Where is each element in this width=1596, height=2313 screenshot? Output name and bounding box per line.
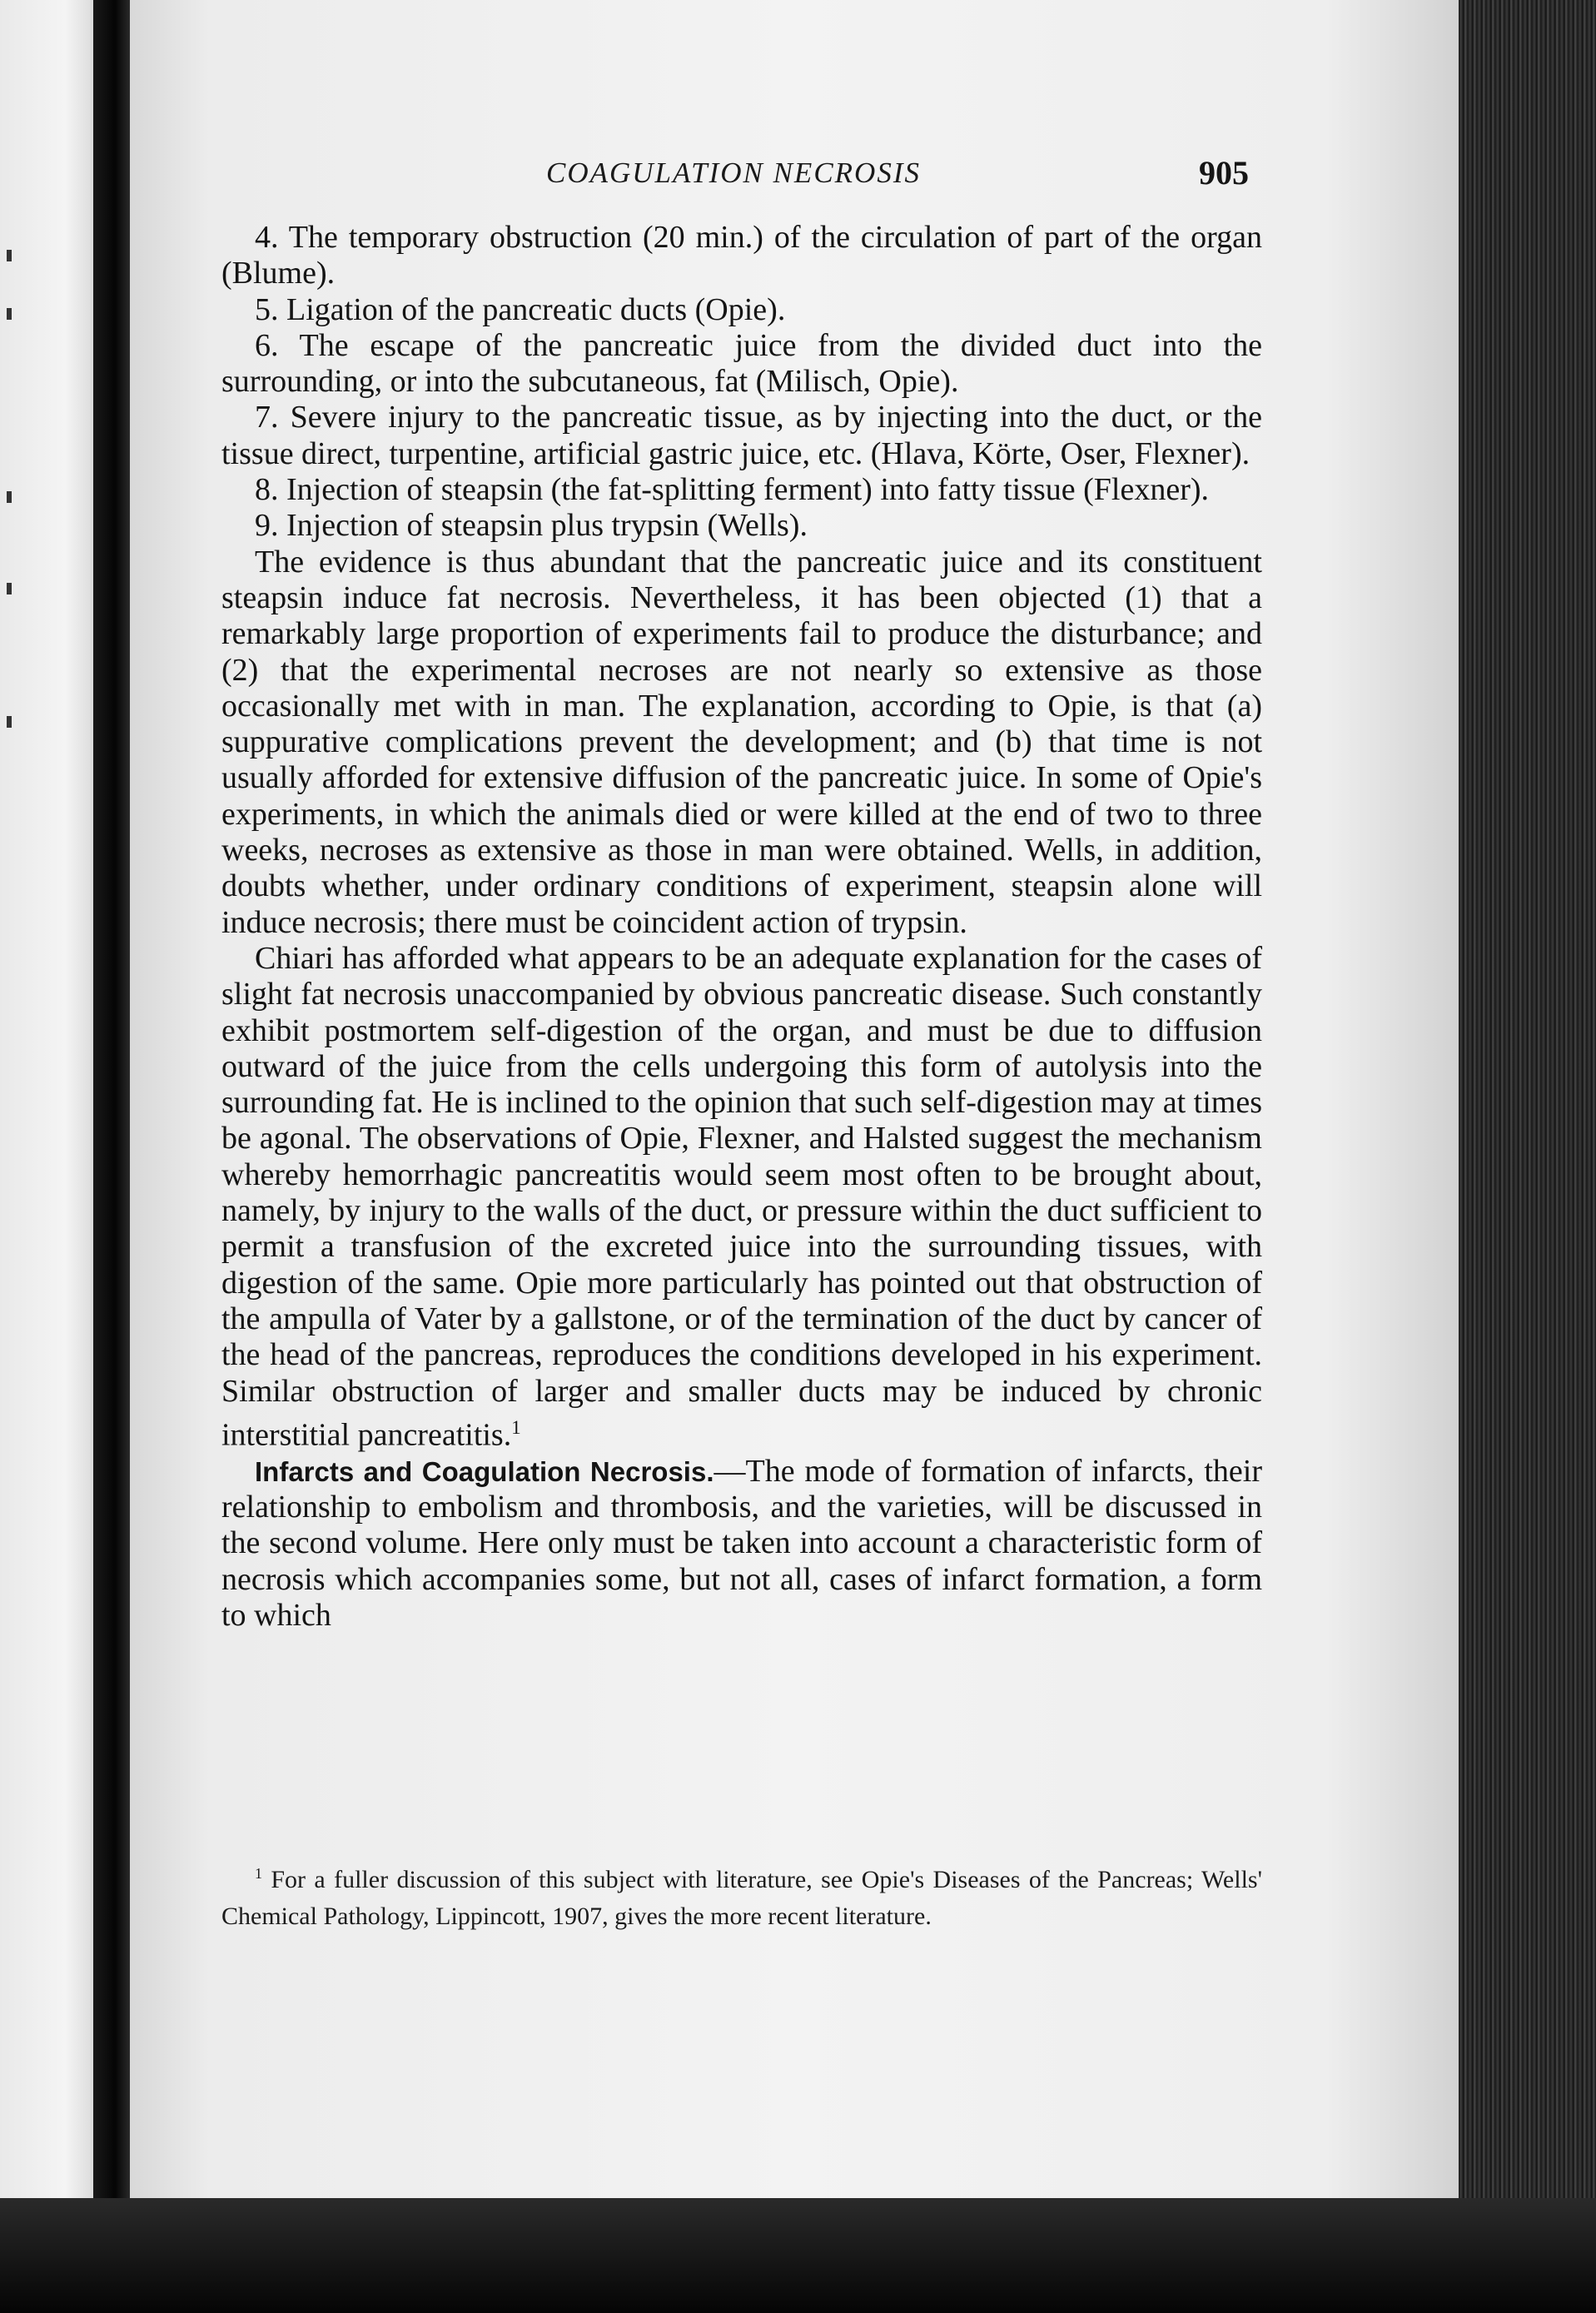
margin-mark <box>7 491 12 503</box>
list-item: 4. The temporary obstruction (20 min.) of the circulation of part of the organ (Blume). <box>221 220 1262 291</box>
body-text <box>221 220 1262 1634</box>
book-gutter <box>93 0 130 2313</box>
margin-mark <box>7 583 12 594</box>
running-head: COAGULATION NECROSIS <box>546 157 921 189</box>
section-paragraph <box>221 1454 1262 1634</box>
footnote <box>221 1855 1262 1935</box>
margin-mark <box>7 308 12 320</box>
list-item: 8. Injection of steapsin (the fat-splitting ferment) into fatty tissue (Flexner). <box>255 472 1210 508</box>
list-item: 6. The escape of the pancreatic juice from the divided duct into the surrounding, or into the subcutaneous, fat (Milisch, Opie). <box>221 327 1262 400</box>
facing-page-edge <box>0 0 93 2313</box>
page-number: 905 <box>1199 154 1249 192</box>
paragraph: The evidence is thus abundant that the pancreatic juice and its constituent steapsin induce fat necrosis. Nevertheless, it has been objected (1) that a remarkably large proportion of experiments fail to produce the disturbance; and (2) that the experimental necroses are not nearly so extensive as those occasionally met with in man. The explanation, according to Opie, is that (a) suppurative complications prevent the development; and (b) that time is not usually afforded for extensive diffusion of the pancreatic juice. In some of Opie's experiments, in which the animals died or were killed at the end of two to three weeks, necroses as extensive as those in man were obtained. Wells, in addition, doubts whether, under ordinary conditions of experiment, steapsin alone will induce necrosis; there must be coincident action of trypsin. <box>221 544 1262 940</box>
list-item: 5. Ligation of the pancreatic ducts (Opie). <box>255 291 786 327</box>
book-edge <box>1459 0 1596 2313</box>
bottom-shadow <box>0 2198 1596 2313</box>
list-item: 9. Injection of steapsin plus trypsin (Wells). <box>255 508 808 544</box>
paragraph-text: Chiari has afforded what appears to be an adequate explanation for the cases of slight fat necrosis unaccompanied by obvious pancreatic disease. Such constantly exhibit postmortem self-digestion of the organ, and must be due to diffusion outward of the juice from the cells undergoing this form of autolysis into the surrounding fat. He is inclined to the opinion that such self-digestion may at times be agonal. The observations of Opie, Flexner, and Halsted suggest the mechanism whereby hemorrhagic pancreatitis would seem most often to be brought about, namely, by injury to the walls of the duct, or pressure within the duct sufficient to permit a transfusion of the excreted juice into the surrounding tissues, with digestion of the same. Opie more particularly has pointed out that obstruction of the ampulla of Vater by a gallstone, or of the termination of the duct by cancer of the head of the pancreas, reproduces the conditions developed in his experiment. Similar obstruction of larger and smaller ducts may be induced by chronic interstitial pancreatitis. <box>221 940 1262 1453</box>
margin-mark <box>7 250 12 261</box>
footnote-reference[interactable]: 1 <box>511 1416 521 1438</box>
footnote-text: For a fuller discussion of this subject with literature, see Opie's Diseases of the Pancreas; Wells' Chemical Pathology, Lippincott, 1907, gives the more recent literature. <box>221 1866 1262 1930</box>
margin-mark <box>7 716 12 728</box>
footnotes <box>221 1855 1262 1935</box>
list-item: 7. Severe injury to the pancreatic tissue, as by injecting into the duct, or the tissue direct, turpentine, artificial gastric juice, etc. (Hlava, Körte, Oser, Flexner). <box>221 400 1262 471</box>
section-text: —The mode of formation of infarcts, their relationship to embolism and thrombosis, and the varieties, will be discussed in the second volume. Here only must be taken into account a characteristic form of necrosis which accompanies some, but not all, cases of infarct formation, a form to which <box>221 1453 1262 1633</box>
section-heading: Infarcts and Coagulation Necrosis. <box>255 1455 714 1487</box>
footnote-marker: 1 <box>255 1865 262 1882</box>
paragraph <box>221 941 1262 1454</box>
